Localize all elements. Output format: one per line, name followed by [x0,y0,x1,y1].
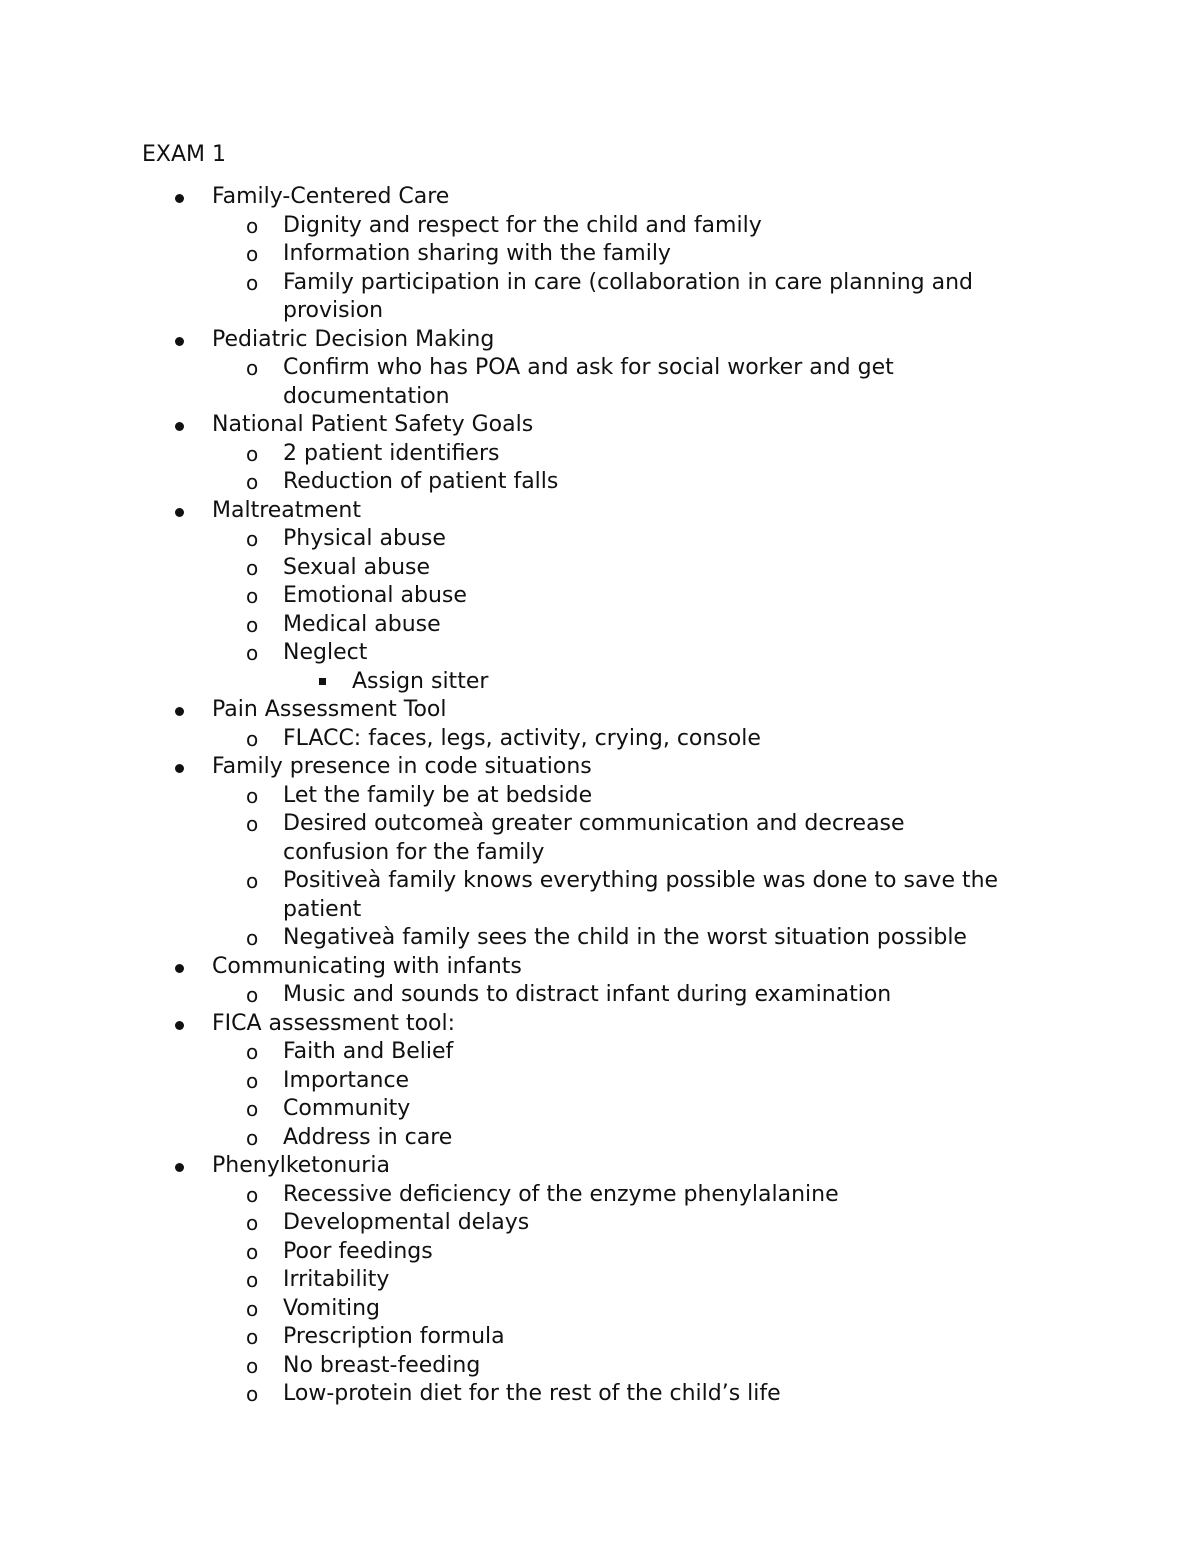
document-title: EXAM 1 [142,142,226,167]
item-text: Physical abuse [283,526,446,551]
item-text: Community [283,1096,411,1121]
subtopic-item [0,782,1200,811]
topic-item [0,497,1200,526]
subtopic-item [0,1095,1200,1124]
bullet-circle-icon: o [246,1068,259,1093]
subtopic-item [0,611,1200,640]
bullet-circle-icon: o [246,1182,259,1207]
item-text: Assign sitter [352,668,489,694]
bullet-circle-icon: o [246,555,259,580]
item-text: Information sharing with the family [283,241,671,266]
item-text: National Patient Safety Goals [212,412,534,437]
item-text: Let the family be at bedside [283,782,593,808]
bullet-circle-icon: o [246,356,259,380]
subtopic-item [0,525,1200,554]
subtopic-item [0,924,1200,953]
subtopic-item [0,468,1200,497]
bullet-circle-icon: o [246,1040,259,1064]
subtopic-item [0,981,1200,1010]
item-text: Emotional abuse [283,583,467,608]
item-text: Phenylketonuria [212,1153,390,1178]
item-text: Confirm who has POA and ask for social worker and get [283,355,894,380]
subtopic-item [0,1124,1200,1153]
subtopic-item [0,1323,1200,1352]
bullet-circle-icon: o [246,1211,259,1235]
bullet-circle-icon: o [246,926,259,950]
item-text: Positiveà family knows everything possible was done to save the [283,868,999,893]
item-text: Family participation in care (collaboration in care planning and [283,269,974,295]
bullet-circle-icon: o [246,641,259,665]
bullet-circle-icon: o [246,783,259,808]
item-text: Irritability [283,1267,390,1292]
subtopic-item [0,212,1200,241]
bullet-circle-icon: o [246,1296,259,1321]
item-text: Recessive deficiency of the enzyme phenylalanine [283,1181,839,1207]
item-text: Maltreatment [212,497,361,523]
item-text: Vomiting [283,1295,380,1321]
bullet-circle-icon: o [246,1268,259,1292]
item-text: Reduction of patient falls [283,469,559,494]
subtopic-item [0,1380,1200,1409]
bullet-circle-icon: o [246,1125,259,1150]
subtopic-item [0,1209,1200,1238]
item-text: Medical abuse [283,611,441,637]
subtopic-item [0,1352,1200,1381]
topic-item [0,1152,1200,1181]
bullet-circle-icon: o [246,270,259,295]
subtopic-item [0,440,1200,469]
topic-item [0,1010,1200,1039]
bullet-circle-icon: o [246,983,259,1007]
item-text: FICA assessment tool: [212,1010,456,1036]
bullet-circle-icon: o [246,441,259,466]
item-text: patient [283,896,362,922]
item-text: Negativeà family sees the child in the worst situation possible [283,925,967,950]
item-text: Prescription formula [283,1324,505,1349]
bullet-circle-icon: o [246,1353,259,1378]
item-text: Music and sounds to distract infant during examination [283,982,892,1007]
item-text: documentation [283,383,450,409]
item-continuation [0,839,1200,868]
item-text: FLACC: faces, legs, activity, crying, console [283,725,761,751]
bullet-circle-icon: o [246,812,259,836]
subtopic-item [0,354,1200,383]
item-continuation [0,896,1200,925]
bullet-circle-icon: o [246,1382,259,1406]
item-text: Communicating with infants [212,953,522,979]
item-text: confusion for the family [283,839,545,865]
item-text: provision [283,298,384,323]
subtopic-item [0,554,1200,583]
item-text: Address in care [283,1124,453,1150]
subtopic-item [0,1038,1200,1067]
subtopic-item [0,1266,1200,1295]
bullet-circle-icon: o [246,527,259,551]
subtopic-item [0,1067,1200,1096]
topic-item [0,411,1200,440]
item-text: Developmental delays [283,1210,530,1235]
subtopic-item [0,810,1200,839]
subtopic-item [0,1238,1200,1267]
item-text: Faith and Belief [283,1039,454,1064]
topic-item [0,953,1200,982]
item-text: Desired outcomeà greater communication and decrease [283,811,905,836]
subtopic-item [0,725,1200,754]
subtopic-item [0,582,1200,611]
subtopic-item [0,867,1200,896]
subtopic-item [0,1181,1200,1210]
subtopic-item [0,240,1200,269]
item-text: 2 patient identifiers [283,440,500,466]
subtopic-item [0,639,1200,668]
item-continuation [0,297,1200,326]
item-continuation [0,383,1200,412]
outline-list [0,183,1200,1409]
item-text: Neglect [283,640,368,665]
item-text: Pain Assessment Tool [212,697,447,722]
subtopic-item [0,1295,1200,1324]
topic-item [0,183,1200,212]
topic-item [0,326,1200,355]
item-text: Low-protein diet for the rest of the child’s life [283,1381,781,1406]
bullet-circle-icon: o [246,470,259,494]
item-text: No breast-feeding [283,1352,481,1378]
item-text: Family-Centered Care [212,184,450,209]
bullet-circle-icon: o [246,242,259,266]
item-text: Poor feedings [283,1238,433,1264]
item-text: Dignity and respect for the child and family [283,212,762,238]
bullet-circle-icon: o [246,584,259,608]
bullet-circle-icon: o [246,1239,259,1264]
topic-item [0,696,1200,725]
subtopic-item [0,269,1200,298]
detail-item [0,668,1200,697]
bullet-circle-icon: o [246,1325,259,1349]
bullet-circle-icon: o [246,612,259,637]
bullet-circle-icon: o [246,213,259,238]
bullet-circle-icon: o [246,726,259,751]
topic-item [0,753,1200,782]
bullet-circle-icon: o [246,869,259,893]
item-text: Importance [283,1067,410,1093]
item-text: Family presence in code situations [212,754,592,779]
item-text: Sexual abuse [283,554,431,580]
bullet-circle-icon: o [246,1097,259,1121]
item-text: Pediatric Decision Making [212,326,495,352]
